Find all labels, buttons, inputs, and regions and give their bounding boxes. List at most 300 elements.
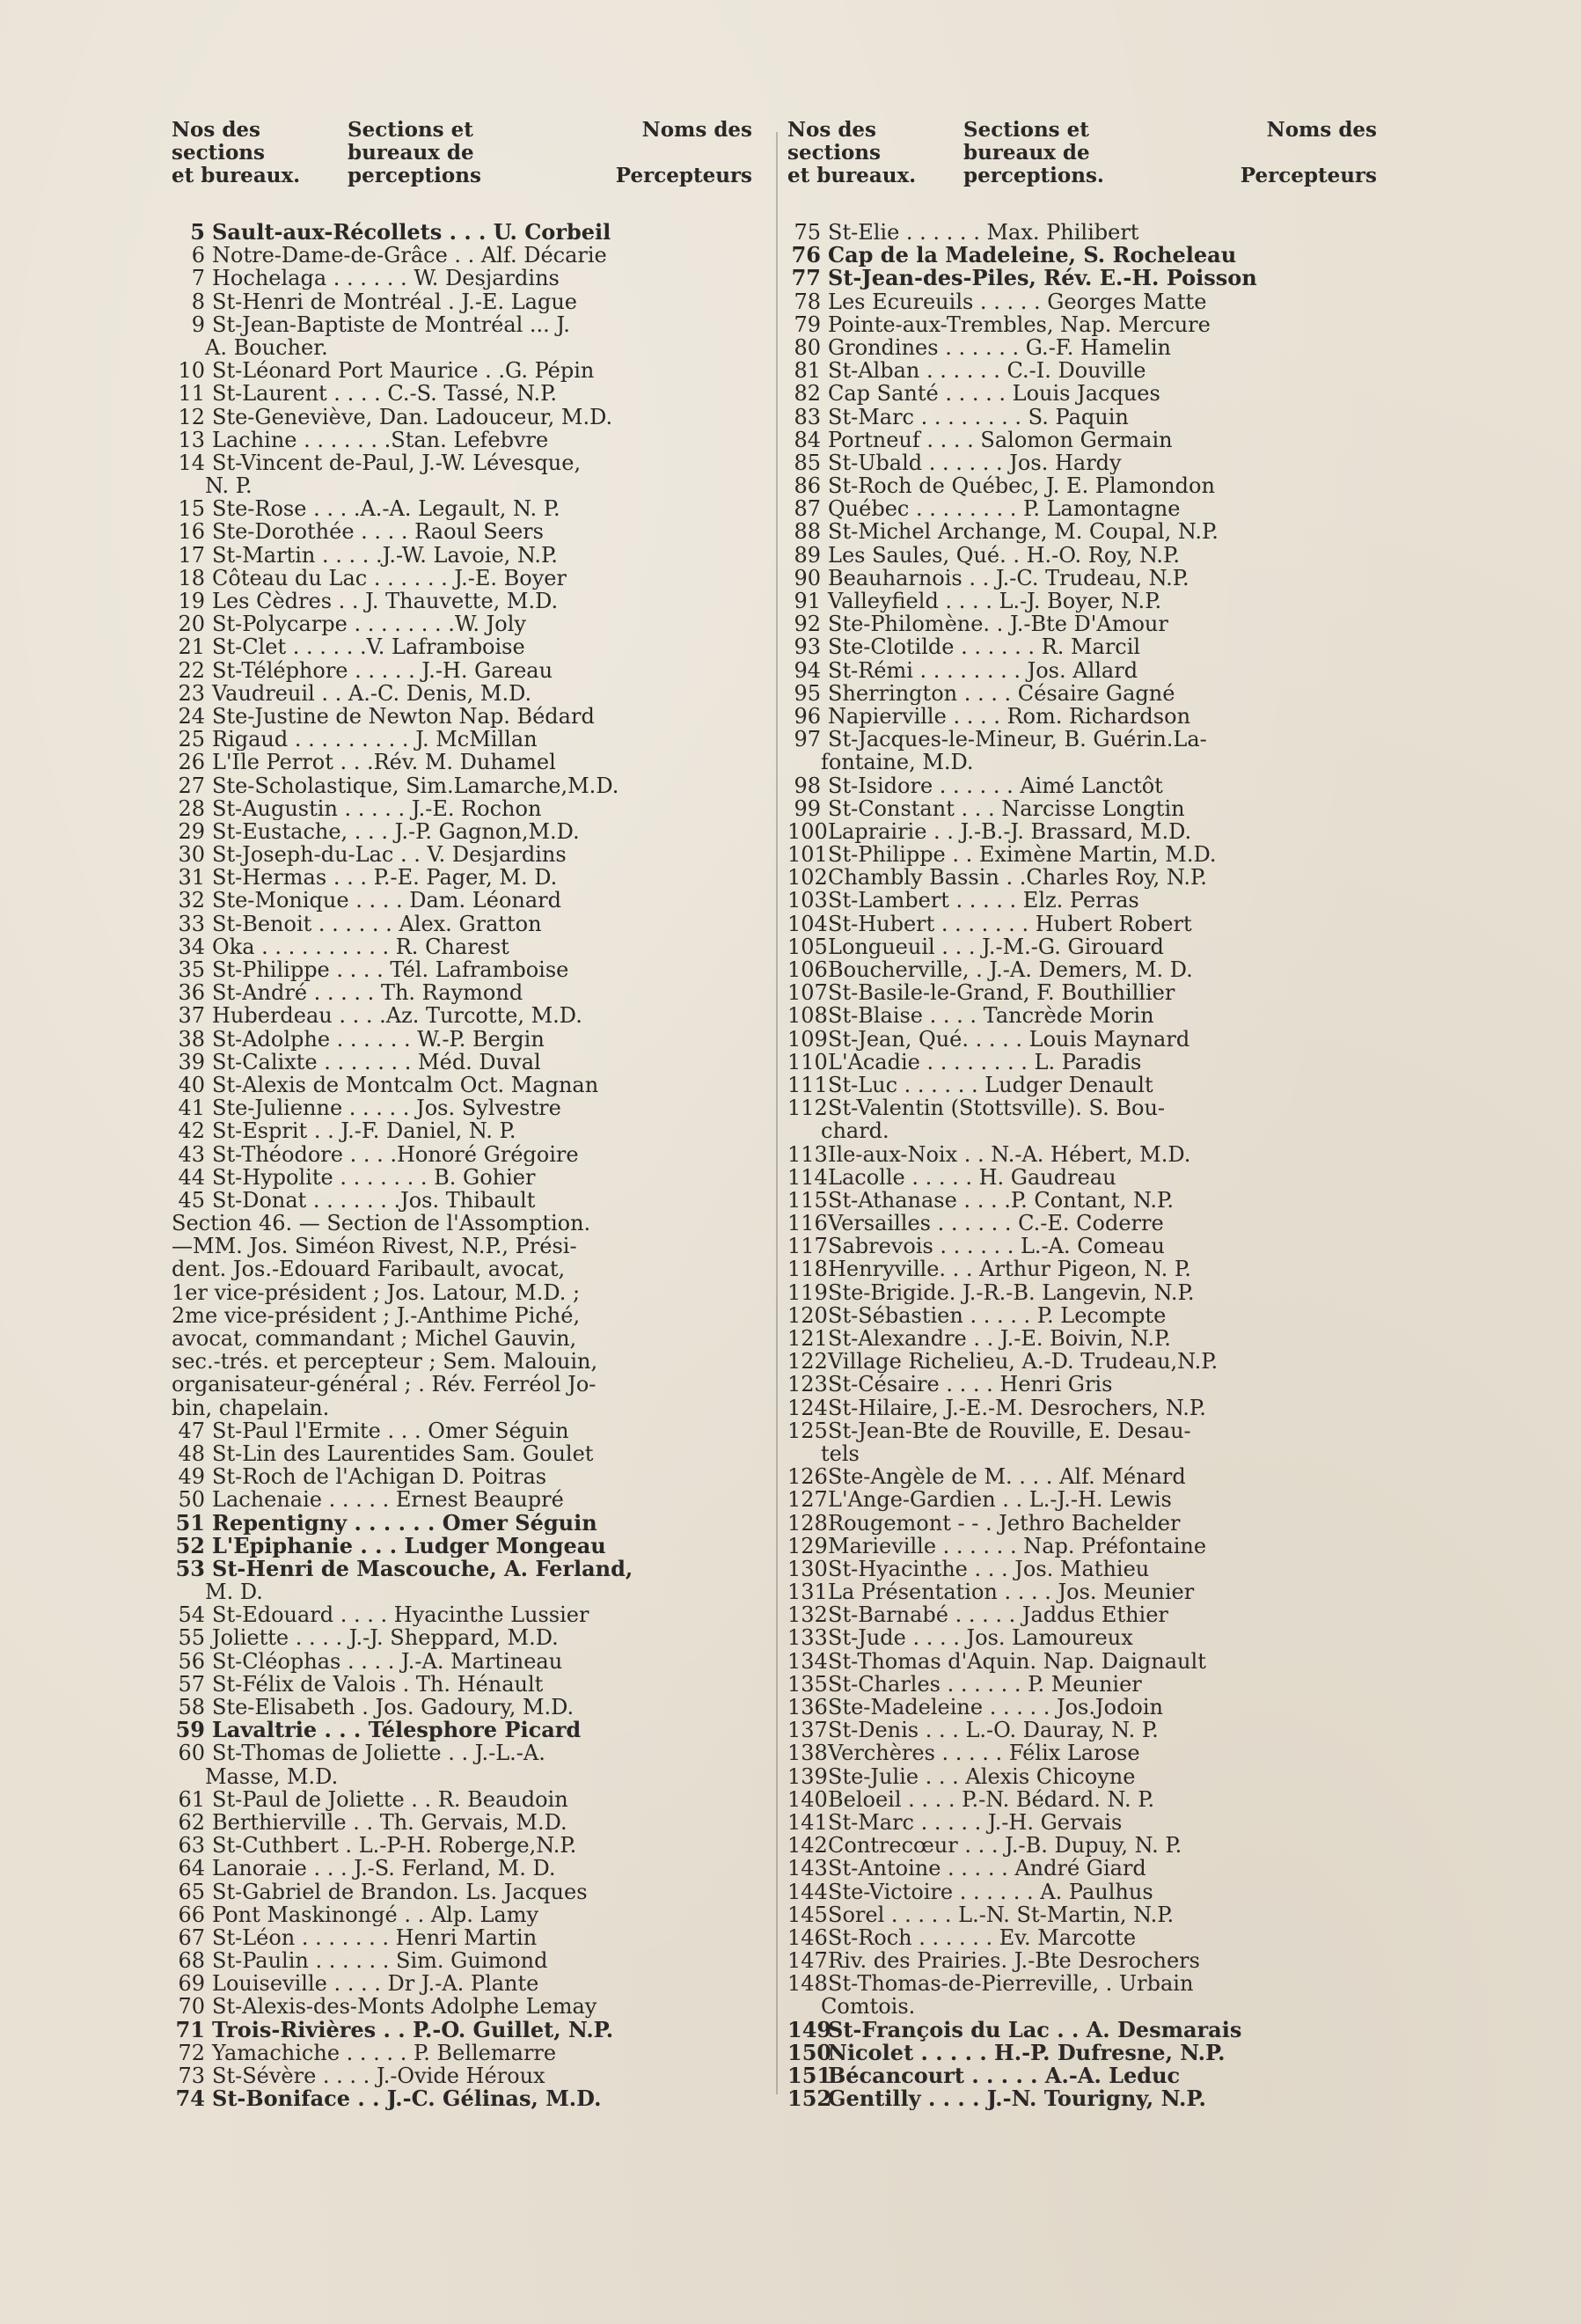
section-text: Napierville . . . . Rom. Richardson [828, 704, 1191, 729]
section-text: St-Clet . . . . . .V. Laframboise [212, 635, 525, 659]
section-text: Joliette . . . . J.-J. Sheppard, M.D. [212, 1626, 559, 1650]
section-text: St-Donat . . . . . . .Jos. Thibault [212, 1188, 536, 1213]
section-entry [172, 590, 752, 612]
section-entry [787, 797, 1377, 820]
section-entry [172, 1028, 752, 1051]
section-number: 137 [787, 1719, 828, 1742]
section-text: St-Adolphe . . . . . . W.-P. Bergin [212, 1027, 545, 1051]
section-text: St-Roch de Québec, J. E. Plamondon [828, 474, 1215, 498]
section-text: Sorel . . . . . L.-N. St-Martin, N.P. [828, 1902, 1175, 1926]
section-entry [787, 612, 1377, 635]
section-text: Les Ecureuils . . . . . Georges Matte [828, 290, 1207, 313]
section-text: Ste-Elisabeth . Jos. Gadoury, M.D. [212, 1696, 575, 1719]
section-number: 12 [178, 405, 205, 429]
section-entry [787, 1074, 1377, 1096]
section-number: 29 [178, 819, 205, 844]
section-entry [787, 866, 1377, 889]
section-text: St-Augustin . . . . . J.-E. Rochon [212, 796, 542, 820]
section-number: 152 [787, 2087, 832, 2111]
section-number: 34 [178, 935, 205, 958]
section-number: 121 [787, 1327, 828, 1351]
section-number: 68 [178, 1949, 205, 1973]
section-number: 11 [178, 382, 205, 406]
section-number: 36 [178, 981, 205, 1005]
section-number: 71 [175, 2018, 205, 2042]
section-number: 146 [787, 1925, 828, 1950]
section-text: St-Ubald . . . . . . Jos. Hardy [828, 451, 1122, 475]
section-text: St-Félix de Valois . Th. Hénault [212, 1672, 544, 1696]
section-number: 15 [178, 497, 205, 521]
section-entry [172, 935, 752, 958]
section-entry [787, 1903, 1377, 1926]
section-note-line: 2me vice-président ; J.-Anthime Piché, [172, 1303, 581, 1327]
section-entry [172, 221, 752, 244]
section-text: St-Thomas-de-Pierreville, . Urbain [828, 1972, 1194, 1996]
section-entry [787, 935, 1377, 958]
section-entry [172, 635, 752, 658]
entry-continuation: tels [821, 1441, 860, 1466]
section-text: St-Alexandre . . J.-E. Boivin, N.P. [828, 1327, 1171, 1351]
section-number: 49 [178, 1465, 205, 1489]
section-entry [787, 1580, 1377, 1603]
section-number: 143 [787, 1857, 828, 1880]
section-entry [787, 429, 1377, 451]
section-entry [787, 843, 1377, 866]
section-entry [172, 1535, 752, 1558]
section-number: 58 [178, 1696, 205, 1719]
section-text: St-Gabriel de Brandon. Ls. Jacques [212, 1880, 588, 1903]
section-entry [172, 797, 752, 820]
section-entry [787, 981, 1377, 1004]
section-entry [787, 1166, 1377, 1189]
section-entry [172, 913, 752, 935]
section-text: St-Jean-des-Piles, Rév. E.-H. Poisson [828, 267, 1257, 290]
section-entry [172, 1741, 752, 1764]
section-number: 84 [794, 428, 821, 451]
section-entry [172, 2019, 752, 2042]
section-number: 95 [794, 681, 821, 705]
section-number: 75 [794, 221, 821, 245]
section-text: St-Thomas de Joliette . . J.-L.-A. [212, 1741, 545, 1765]
section-text: L'Acadie . . . . . . . . L. Paradis [828, 1050, 1142, 1074]
section-entry [172, 406, 752, 429]
section-entry [787, 1603, 1377, 1626]
section-number: 117 [787, 1235, 828, 1258]
section-number: 103 [787, 889, 828, 913]
section-text: Laprairie . . J.-B.-J. Brassard, M.D. [828, 819, 1192, 844]
section-entry [787, 2042, 1377, 2064]
section-number: 8 [191, 290, 205, 313]
section-entry [787, 1465, 1377, 1488]
section-number: 106 [787, 958, 828, 982]
section-entry [787, 1373, 1377, 1396]
section-number: 93 [794, 635, 821, 659]
section-text: Louiseville . . . . Dr J.-A. Plante [212, 1972, 539, 1996]
section-text: Ste-Madeleine . . . . . Jos.Jodoin [828, 1696, 1164, 1719]
section-number: 66 [178, 1902, 205, 1926]
section-entry [787, 2019, 1377, 2042]
section-number: 134 [787, 1649, 828, 1673]
section-text: St-Henri de Montréal . J.-E. Lague [212, 290, 577, 313]
section-entry [172, 1811, 752, 1834]
section-number: 6 [191, 244, 205, 268]
section-entry [787, 913, 1377, 935]
section-entry [787, 520, 1377, 543]
section-text: St-Téléphore . . . . . J.-H. Gareau [212, 658, 553, 682]
right-column [787, 119, 1377, 2110]
right-column-header [787, 119, 1377, 198]
section-number: 30 [178, 843, 205, 867]
section-number: 85 [794, 451, 821, 475]
section-entry [172, 520, 752, 543]
section-number: 118 [787, 1257, 828, 1281]
section-entry [172, 2087, 752, 2110]
section-number: 7 [191, 267, 205, 290]
section-text: Repentigny . . . . . . Omer Séguin [212, 1511, 597, 1535]
section-number: 45 [178, 1188, 205, 1213]
section-number: 37 [178, 1004, 205, 1028]
section-entry [172, 267, 752, 290]
entry-continuation: Comtois. [821, 1995, 916, 2019]
section-text: Valleyfield . . . . L.-J. Boyer, N.P. [828, 590, 1162, 613]
section-number: 144 [787, 1880, 828, 1903]
section-text: St-Edouard . . . . Hyacinthe Lussier [212, 1603, 589, 1627]
section-number: 74 [175, 2087, 205, 2111]
section-text: Ste-Victoire . . . . . . A. Paulhus [828, 1880, 1153, 1903]
section-entry [172, 244, 752, 267]
section-entry [172, 1788, 752, 1811]
section-entry [172, 1903, 752, 1926]
entry-continuation: A. Boucher. [205, 335, 328, 360]
section-note-line: organisateur-général ; . Rév. Ferréol Jo- [172, 1373, 597, 1397]
section-text: St-Martin . . . . .J.-W. Lavoie, N.P. [212, 543, 558, 567]
section-number: 17 [178, 543, 205, 567]
section-note-line: Section 46. — Section de l'Assomption. [172, 1212, 591, 1235]
section-entry [172, 1650, 752, 1673]
section-entry [172, 1673, 752, 1696]
section-text: St-Joseph-du-Lac . . V. Desjardins [212, 843, 567, 867]
section-text: Ste-Rose . . . .A.-A. Legault, N. P. [212, 497, 560, 521]
section-entry [787, 244, 1377, 267]
section-entry [172, 612, 752, 635]
section-number: 119 [787, 1280, 828, 1304]
section-text: St-Roch . . . . . . Ev. Marcotte [828, 1925, 1137, 1950]
section-note-line: avocat, commandant ; Michel Gauvin, [172, 1327, 577, 1351]
section-text: Sault-aux-Récollets . . . U. Corbeil [212, 221, 611, 245]
section-entry [787, 2064, 1377, 2087]
section-text: L'Ange-Gardien . . L.-J.-H. Lewis [828, 1488, 1172, 1512]
section-text: St-Césaire . . . . Henri Gris [828, 1373, 1113, 1397]
section-entry [787, 728, 1377, 751]
section-note-line: —MM. Jos. Siméon Rivest, N.P., Prési- [172, 1235, 577, 1258]
section-text: St-Sébastien . . . . . P. Lecompte [828, 1303, 1167, 1327]
section-entry [172, 1189, 752, 1212]
section-number: 107 [787, 981, 828, 1005]
section-number: 132 [787, 1603, 828, 1627]
section-number: 64 [178, 1857, 205, 1880]
section-number: 126 [787, 1465, 828, 1489]
section-text: Trois-Rivières . . P.-O. Guillet, N.P. [212, 2018, 614, 2042]
section-entry [787, 544, 1377, 567]
section-number: 147 [787, 1949, 828, 1973]
section-number: 122 [787, 1350, 828, 1374]
section-number: 101 [787, 843, 828, 867]
section-number: 14 [178, 451, 205, 475]
section-number: 136 [787, 1696, 828, 1719]
section-text: Gentilly . . . . J.-N. Tourigny, N.P. [828, 2087, 1206, 2111]
section-number: 91 [794, 590, 821, 613]
section-number: 41 [178, 1096, 205, 1120]
section-text: St-Polycarpe . . . . . . . .W. Joly [212, 612, 526, 636]
section-text: Oka . . . . . . . . . . R. Charest [212, 935, 509, 958]
section-entry [172, 1442, 752, 1465]
section-text: La Présentation . . . . Jos. Meunier [828, 1580, 1195, 1604]
section-number: 65 [178, 1880, 205, 1903]
section-entry [787, 774, 1377, 797]
section-entry [787, 958, 1377, 981]
section-text: St-Jean-Baptiste de Montréal ... J. [212, 312, 570, 336]
section-number: 97 [794, 728, 821, 751]
section-number: 120 [787, 1303, 828, 1327]
section-text: Longueuil . . . J.-M.-G. Girouard [828, 935, 1164, 958]
section-entry [172, 705, 752, 728]
section-entry [172, 497, 752, 520]
section-text: Rigaud . . . . . . . . . J. McMillan [212, 728, 538, 751]
section-number: 23 [178, 681, 205, 705]
section-entry [172, 567, 752, 590]
section-entry [787, 267, 1377, 290]
section-text: Lachenaie . . . . . Ernest Beaupré [212, 1488, 564, 1512]
section-entry [172, 313, 752, 336]
section-text: Ste-Justine de Newton Nap. Bédard [212, 704, 595, 729]
section-number: 108 [787, 1004, 828, 1028]
section-number: 88 [794, 520, 821, 544]
section-entry [787, 1880, 1377, 1903]
section-text: Ste-Brigide. J.-R.-B. Langevin, N.P. [828, 1280, 1195, 1304]
section-number: 57 [178, 1672, 205, 1696]
section-number: 63 [178, 1834, 205, 1858]
section-entry [787, 1004, 1377, 1027]
section-text: Yamachiche . . . . . P. Bellemarre [212, 2041, 557, 2064]
section-text: St-Hilaire, J.-E.-M. Desrochers, N.P. [828, 1396, 1206, 1419]
section-text: St-Philippe . . . . Tél. Laframboise [212, 958, 569, 982]
section-entry [787, 336, 1377, 359]
section-text: St-Michel Archange, M. Coupal, N.P. [828, 520, 1219, 544]
column-divider [776, 132, 778, 2094]
section-text: St-Charles . . . . . . P. Meunier [828, 1672, 1142, 1696]
section-text: St-Paul de Joliette . . R. Beaudoin [212, 1787, 568, 1811]
section-entry [787, 382, 1377, 405]
section-text: St-Isidore . . . . . . Aimé Lanctôt [828, 773, 1163, 797]
section-text: St-Jean, Qué. . . . . Louis Maynard [828, 1027, 1190, 1051]
section-entry [787, 359, 1377, 382]
section-text: St-Barnabé . . . . . Jaddus Ethier [828, 1603, 1168, 1627]
section-text: Beloeil . . . . P.-N. Bédard. N. P. [828, 1787, 1155, 1811]
section-entry [172, 682, 752, 705]
section-number: 135 [787, 1672, 828, 1696]
section-text: Cap Santé . . . . . Louis Jacques [828, 382, 1160, 406]
section-number: 81 [794, 359, 821, 383]
section-text: Sabrevois . . . . . . L.-A. Comeau [828, 1235, 1165, 1258]
section-entry [787, 1143, 1377, 1166]
section-text: St-Luc . . . . . . Ludger Denault [828, 1073, 1153, 1097]
section-entry [172, 1512, 752, 1535]
section-number: 42 [178, 1119, 205, 1143]
section-entry [172, 774, 752, 797]
section-number: 13 [178, 428, 205, 451]
section-entry [787, 1765, 1377, 1788]
section-entry [172, 866, 752, 889]
section-number: 25 [178, 728, 205, 751]
section-text: St-Jude . . . . Jos. Lamoureux [828, 1626, 1133, 1650]
section-entry [172, 1143, 752, 1166]
section-text: Portneuf . . . . Salomon Germain [828, 428, 1173, 451]
section-entry [172, 1949, 752, 1972]
section-number: 31 [178, 866, 205, 890]
section-number: 114 [787, 1165, 828, 1189]
section-entry [787, 1719, 1377, 1741]
section-number: 61 [178, 1787, 205, 1811]
section-entry [172, 1166, 752, 1189]
section-entry [172, 451, 752, 474]
section-text: St-Denis . . . L.-O. Dauray, N. P. [828, 1719, 1159, 1742]
section-entry [787, 1235, 1377, 1257]
section-number: 10 [178, 359, 205, 383]
section-text: St-Sévère . . . . J.-Ovide Héroux [212, 2064, 545, 2088]
section-number: 115 [787, 1188, 828, 1213]
section-number: 35 [178, 958, 205, 982]
section-text: Côteau du Lac . . . . . . J.-E. Boyer [212, 566, 567, 590]
section-text: St-Basile-le-Grand, F. Bouthillier [828, 981, 1175, 1005]
section-text: St-Laurent . . . . C.-S. Tassé, N.P. [212, 382, 557, 406]
section-number: 98 [794, 773, 821, 797]
section-text: Ste-Geneviève, Dan. Ladouceur, M.D. [212, 405, 613, 429]
section-number: 125 [787, 1419, 828, 1442]
section-entry [787, 1741, 1377, 1764]
section-text: St-Jacques-le-Mineur, B. Guérin.La- [828, 728, 1207, 751]
section-number: 32 [178, 889, 205, 913]
section-number: 149 [787, 2018, 832, 2042]
section-entry [787, 406, 1377, 429]
section-number: 145 [787, 1902, 828, 1926]
section-entry [172, 1119, 752, 1142]
section-text: St-Lambert . . . . . Elz. Perras [828, 889, 1139, 913]
left-column [172, 119, 752, 2110]
section-number: 94 [794, 658, 821, 682]
section-number: 104 [787, 912, 828, 935]
section-text: St-Antoine . . . . . André Giard [828, 1857, 1146, 1880]
section-number: 110 [787, 1050, 828, 1074]
section-text: Les Cèdres . . J. Thauvette, M.D. [212, 590, 559, 613]
section-number: 131 [787, 1580, 828, 1604]
section-entry [172, 1926, 752, 1949]
section-entry [172, 1004, 752, 1027]
section-number: 38 [178, 1027, 205, 1051]
section-number: 86 [794, 474, 821, 498]
section-number: 19 [178, 590, 205, 613]
section-text: Pointe-aux-Trembles, Nap. Mercure [828, 312, 1211, 336]
header-section-numbers: Nos des sections et bureaux. [787, 118, 917, 187]
section-number: 53 [175, 1557, 205, 1581]
section-entry [172, 1626, 752, 1649]
section-entry [172, 382, 752, 405]
section-entry [172, 1558, 752, 1580]
section-text: St-Hyacinthe . . . Jos. Mathieu [828, 1557, 1150, 1581]
section-text: St-Henri de Mascouche, A. Ferland, [212, 1557, 633, 1581]
section-number: 128 [787, 1511, 828, 1535]
section-number: 20 [178, 612, 205, 636]
section-entry [787, 1212, 1377, 1235]
left-entries [172, 221, 752, 2110]
section-text: Hochelaga . . . . . . W. Desjardins [212, 267, 560, 290]
section-number: 87 [794, 497, 821, 521]
section-text: St-François du Lac . . A. Desmarais [828, 2018, 1242, 2042]
section-text: Ste-Philomène. . J.-Bte D'Amour [828, 612, 1168, 636]
section-number: 56 [178, 1649, 205, 1673]
section-number: 39 [178, 1050, 205, 1074]
section-text: Marieville . . . . . . Nap. Préfontaine [828, 1534, 1207, 1558]
section-entry [172, 1719, 752, 1741]
section-text: Ile-aux-Noix . . N.-A. Hébert, M.D. [828, 1142, 1191, 1166]
section-number: 116 [787, 1212, 828, 1235]
section-entry [172, 1857, 752, 1880]
section-entry [787, 1926, 1377, 1949]
section-text: Lachine . . . . . . .Stan. Lefebvre [212, 428, 549, 451]
section-text: Québec . . . . . . . . P. Lamontagne [828, 497, 1181, 521]
section-number: 16 [178, 520, 205, 544]
section-text: St-Alexis-des-Monts Adolphe Lemay [212, 1995, 597, 2019]
entry-continuation: Masse, M.D. [205, 1764, 339, 1788]
section-text: St-Athanase . . . .P. Contant, N.P. [828, 1188, 1174, 1213]
section-text: St-Boniface . . J.-C. Gélinas, M.D. [212, 2087, 602, 2111]
section-text: Beauharnois . . J.-C. Trudeau, N.P. [828, 566, 1189, 590]
section-entry [787, 1488, 1377, 1511]
section-text: St-Alexis de Montcalm Oct. Magnan [212, 1073, 599, 1097]
section-entry [787, 1834, 1377, 1857]
section-number: 24 [178, 704, 205, 729]
section-text: St-Marc . . . . . J.-H. Gervais [828, 1810, 1123, 1835]
section-number: 80 [794, 335, 821, 360]
section-text: Sherrington . . . . Césaire Gagné [828, 681, 1175, 705]
section-entry [172, 2064, 752, 2087]
section-number: 26 [178, 751, 205, 774]
section-entry [787, 1535, 1377, 1558]
section-text: Rougemont - - . Jethro Bachelder [828, 1511, 1181, 1535]
header-section-numbers: Nos des sections et bureaux. [172, 118, 301, 187]
section-text: St-Vincent de-Paul, J.-W. Lévesque, [212, 451, 582, 475]
section-text: Ste-Scholastique, Sim.Lamarche,M.D. [212, 773, 619, 797]
section-number: 142 [787, 1834, 828, 1858]
section-number: 78 [794, 290, 821, 313]
section-number: 22 [178, 658, 205, 682]
section-number: 60 [178, 1741, 205, 1765]
section-number: 73 [178, 2064, 205, 2088]
section-text: St-Léon . . . . . . . Henri Martin [212, 1925, 538, 1950]
section-text: Henryville. . . Arthur Pigeon, N. P. [828, 1257, 1191, 1281]
section-text: St-Alban . . . . . . C.-I. Douville [828, 359, 1146, 383]
section-entry [172, 1834, 752, 1857]
section-number: 99 [794, 796, 821, 820]
section-entry [787, 1949, 1377, 1972]
section-text: Versailles . . . . . . C.-E. Coderre [828, 1212, 1164, 1235]
section-entry [172, 429, 752, 451]
section-text: L'Epiphanie . . . Ludger Mongeau [212, 1534, 606, 1558]
section-entry [787, 1512, 1377, 1535]
section-entry [172, 544, 752, 567]
section-number: 70 [178, 1995, 205, 2019]
section-number: 139 [787, 1764, 828, 1788]
section-note-line: sec.-trés. et percepteur ; Sem. Malouin, [172, 1350, 598, 1374]
